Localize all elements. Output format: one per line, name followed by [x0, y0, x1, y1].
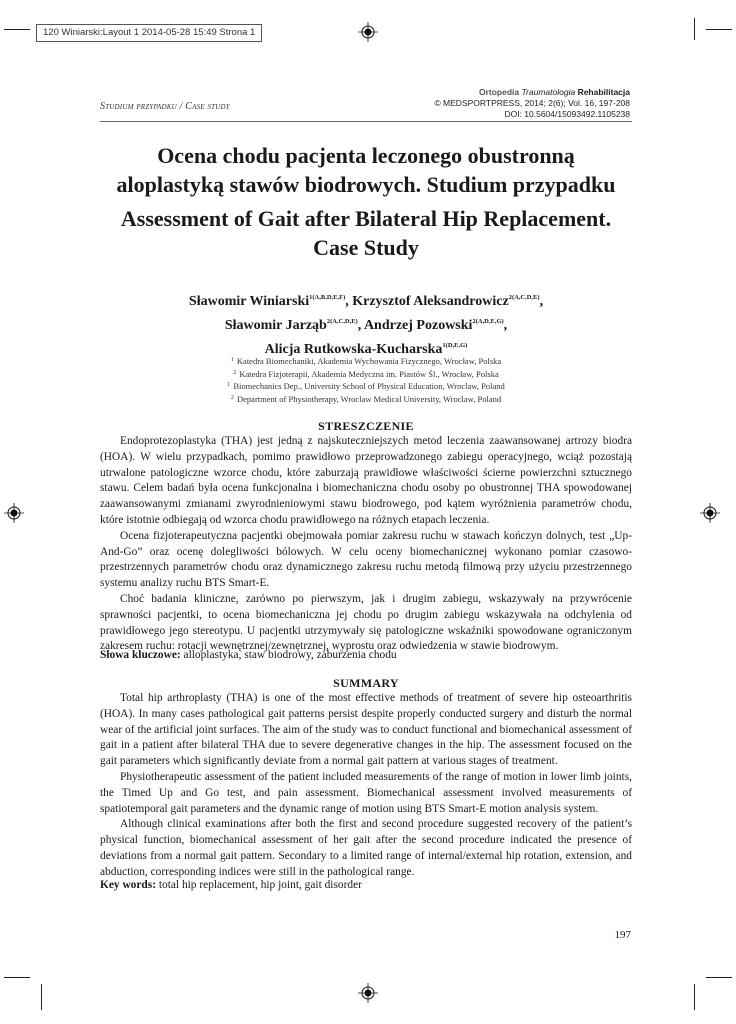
affiliation — [100, 368, 632, 381]
abstract-paragraph: Physiotherapeutic assessment of the patient included measurements of the range of motion in lower limb joints, the Timed Up and Go test, and pain assessment. Biomechanical assessment involved measurements of spatiotemporal gait parameters and the dynamic range of motion using BTS Smart-E motion analysis system. — [100, 770, 632, 815]
affiliation-text: Biomechanics Dep., University School of Physical Education, Wroclaw, Poland — [233, 381, 505, 391]
author-contribution: 2(A,C,D,E) — [508, 294, 540, 301]
title-english-line: Case Study — [313, 235, 419, 260]
author-name: Andrzej Pozowski — [363, 318, 473, 333]
abstract-paragraph: Choć badania kliniczne, zarówno po pierwszym, jak i drugim zabiegu, wskazywały na przywrócenie sprawności pacjentki, to ocena biomechaniczna jej chodu po drugim zabiegu wskazywała na odchylenia od prawidłowego jego stereotypu. U pacjentki utrzymywały się patologiczne wskaźniki spowodowane ograniczonym zakresem ruchu: rotacji wewnętrznej/zewnętrznej, wyprostu oraz odwiedzenia w stawie biodrowym. — [100, 592, 632, 653]
author-separator: , — [503, 318, 508, 333]
crop-mark — [4, 977, 30, 978]
header-divider — [100, 121, 632, 122]
author-contribution: 1(A,B,D,E,F) — [309, 294, 346, 301]
keywords-text: total hip replacement, hip joint, gait disorder — [156, 879, 362, 891]
title-polish — [100, 141, 632, 199]
crop-mark — [706, 29, 732, 30]
affiliation-number: 1 — [230, 357, 234, 363]
author-contribution: 2(A,C,D,E) — [326, 318, 358, 325]
author-line — [100, 312, 632, 336]
abstract-paragraph: Endoprotezoplastyka (THA) jest jedną z najskuteczniejszych metod leczenia zaawansowanej artrozy biodra (HOA). W wielu przypadkach, pomimo prawidłowo przeprowadzonego zabiegu operacyjnego, wciąż pozostają utrwalone patologiczne wzorce chodu, które zaburzają prawidłowe właściwości ścierne powierzchni sztucznego stawu. Celem badań była ocena funkcjonalna i biomechaniczna chodu osoby po obustronnej THA spowodowanej zaawansowanymi zmianami zwyrodnieniowymi stawu biodrowego, pod kątem wyróżnienia parametrów chodu, które istotnie odbiegają od wzorca chodu prawidłowego na różnych etapach leczenia. — [100, 435, 632, 526]
registration-mark-icon — [700, 503, 720, 523]
affiliations — [100, 355, 632, 405]
affiliation-number: 1 — [227, 382, 231, 388]
author-name: Sławomir Winiarski — [188, 294, 310, 309]
journal-name-traumatologia: Traumatologia — [521, 87, 576, 97]
author-separator: , — [539, 294, 544, 309]
keywords-english — [100, 878, 632, 893]
keywords-label: Key words: — [100, 879, 156, 891]
journal-info — [434, 87, 630, 120]
journal-name-ortopedia: Ortopedia — [478, 87, 520, 97]
author-line — [100, 288, 632, 312]
title-english-line: Assessment of Gait after Bilateral Hip Replacement. — [120, 206, 612, 231]
author-separator: , — [345, 294, 353, 309]
crop-mark — [694, 18, 695, 40]
author-contribution: 2(A,D,E,G) — [472, 318, 504, 325]
journal-citation: © MEDSPORTPRESS, 2014; 2(6); Vol. 16, 197-208 — [434, 98, 630, 108]
keywords-label: Słowa kluczowe: — [100, 649, 181, 661]
title-polish-line: Ocena chodu pacjenta leczonego obustronną — [157, 143, 575, 168]
registration-mark-icon — [4, 503, 24, 523]
registration-mark-icon — [358, 22, 378, 42]
title-english — [100, 204, 632, 262]
section-label: Studium przypadku / Case study — [100, 101, 230, 112]
author-name: Alicja Rutkowska-Kucharska — [264, 342, 443, 357]
journal-doi: DOI: 10.5604/15093492.1105238 — [504, 109, 630, 119]
affiliation — [100, 393, 632, 406]
author-name: Krzysztof Aleksandrowicz — [352, 294, 509, 309]
keywords-text: alloplastyka, staw biodrowy, zaburzenia chodu — [180, 649, 397, 661]
affiliation-text: Katedra Fizjoterapii, Akademia Medyczna im. Piastów Śl., Wrocław, Polska — [239, 368, 499, 379]
abstract-paragraph: Ocena fizjoterapeutyczna pacjentki obejmowała pomiar zakresu ruchu w stawach kończyn dolnych, test „Up-And-Go” oraz ocenę dolegliwości bólowych. W celu oceny biomechanicznej wykonano pomiar czasowo-przestrzennych parametrów chodu oraz dynamicznego zakresu ruchu metodą filmową przy użyciu przestrzennego systemu analizy ruchu BTS Smart-E. — [100, 529, 632, 590]
crop-mark — [694, 984, 695, 1010]
journal-name — [434, 87, 630, 98]
affiliation — [100, 355, 632, 368]
crop-mark — [4, 29, 30, 30]
title-polish-line: aloplastyką stawów biodrowych. Studium przypadku — [116, 172, 616, 197]
affiliation-number: 2 — [230, 394, 234, 401]
author-name: Sławomir Jarząb — [224, 318, 327, 333]
author-separator: , — [357, 318, 364, 333]
print-slug: 120 Winiarski:Layout 1 2014-05-28 15:49 Strona 1 — [36, 24, 262, 42]
summary-body — [100, 691, 632, 881]
abstract-paragraph: Although clinical examinations after both the first and second procedure suggested recovery of the patient’s physical function, biomechanical assessment of her gait after the second procedure indicated the presence of deviations from a normal gait pattern. Secondary to a limited range of internal/external hip rotation, extension, and abduction, corresponding indices were still in the pathological range. — [100, 818, 632, 878]
abstract-paragraph: Total hip arthroplasty (THA) is one of the most effective methods of treatment of severe hip osteoarthritis (HOA). In many cases pathological gait patterns persist despite properly conducted surgery and disturb the normal wear of the artificial joint surfaces. The aim of the study was to conduct functional and biomechanical assessment of gait in a patient after bilateral THA due to severe degenerative changes in the hip. The assessment focused on the gait parameters which significantly deviate from a normal gait pattern at various stages of treatment. — [100, 692, 632, 768]
registration-mark-icon — [358, 983, 378, 1003]
crop-mark — [41, 984, 42, 1010]
author-list — [100, 288, 632, 360]
journal-name-rehabilitacja: Rehabilitacja — [577, 87, 630, 97]
crop-mark — [706, 977, 732, 978]
summary-heading: SUMMARY — [333, 676, 399, 690]
streszczenie-heading: STRESZCZENIE — [318, 419, 414, 433]
affiliation-text: Department of Physiotherapy, Wroclaw Medical University, Wroclaw, Poland — [237, 393, 502, 404]
keywords-polish — [100, 648, 632, 663]
affiliation — [100, 380, 632, 393]
affiliation-number: 2 — [233, 369, 237, 376]
streszczenie-body — [100, 434, 632, 655]
affiliation-text: Katedra Biomechaniki, Akademia Wychowania Fizycznego, Wrocław, Polska — [236, 356, 502, 366]
page-number: 197 — [614, 929, 631, 941]
author-contribution: 1(D,E,G) — [442, 342, 468, 349]
